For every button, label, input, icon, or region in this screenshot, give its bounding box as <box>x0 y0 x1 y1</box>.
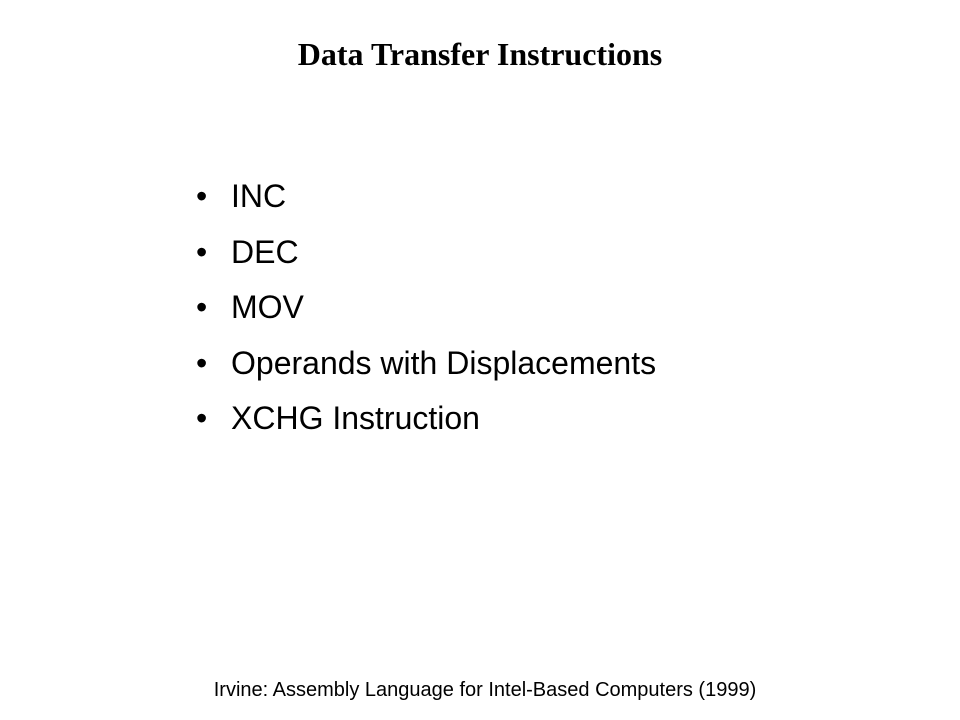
slide-title: Data Transfer Instructions <box>297 36 663 72</box>
bullet-icon: • <box>196 289 208 325</box>
bullet-text: XCHG Instruction <box>231 400 480 436</box>
bullet-icon: • <box>196 233 208 270</box>
bullet-item-operands <box>196 339 656 395</box>
bullet-text: DEC <box>231 233 299 270</box>
bullet-icon: • <box>196 344 208 381</box>
bullet-list <box>196 172 656 450</box>
bullet-text: INC <box>231 178 287 214</box>
bullet-item-inc <box>196 172 656 228</box>
bullet-text: MOV <box>231 289 304 325</box>
bullet-icon: • <box>196 178 208 214</box>
bullet-item-xchg <box>196 394 656 450</box>
bullet-item-dec <box>196 228 656 284</box>
bullet-icon: • <box>196 400 208 436</box>
slide-footer: Irvine: Assembly Language for Intel-Based Computers (1999) <box>213 679 757 701</box>
bullet-text: Operands with Displacements <box>231 344 657 381</box>
bullet-item-mov <box>196 283 656 339</box>
